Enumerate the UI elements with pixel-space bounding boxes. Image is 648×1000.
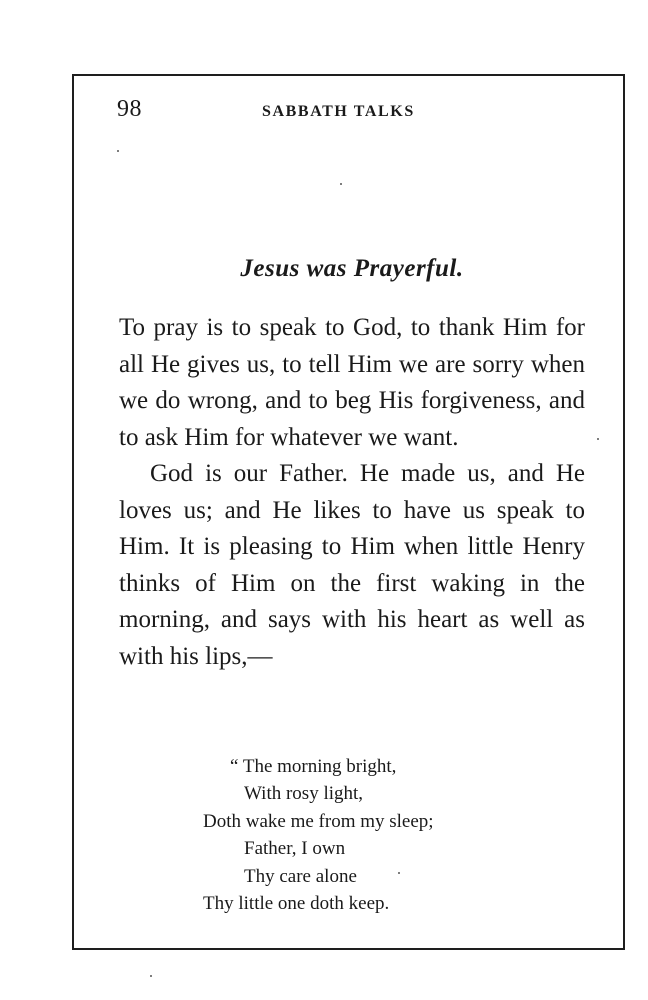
poem-line: Thy little one doth keep. <box>203 893 390 914</box>
poem-line: Doth wake me from my sleep; <box>203 811 434 832</box>
chapter-title: Jesus was Prayerful. <box>240 255 464 282</box>
paragraph: God is our Father. He made us, and He loves us; and He likes to have us speak to Him. It is pleasing to Him when little Henry thinks of Him on the first waking in the morning, and says with his heart as well as with his lips,— <box>119 460 585 670</box>
poem-line: With rosy light, <box>244 783 364 804</box>
poem-line: “ The morning bright, <box>230 756 397 777</box>
poem-line: Thy care alone <box>244 866 357 887</box>
scan-speck <box>398 872 400 874</box>
poem-line: Father, I own <box>244 838 346 859</box>
paragraph: To pray is to speak to God, to thank Him for all He gives us, to tell Him we are sorry when we do wrong, and to beg His forgiveness, and to ask Him for whatever we want. <box>119 314 585 451</box>
scan-speck <box>117 150 119 152</box>
body-text <box>119 310 585 675</box>
page-number: 98 <box>117 96 142 122</box>
running-title: SABBATH TALKS <box>262 103 415 120</box>
scan-speck <box>150 975 152 977</box>
scan-speck <box>597 438 599 440</box>
scan-speck <box>340 183 342 185</box>
